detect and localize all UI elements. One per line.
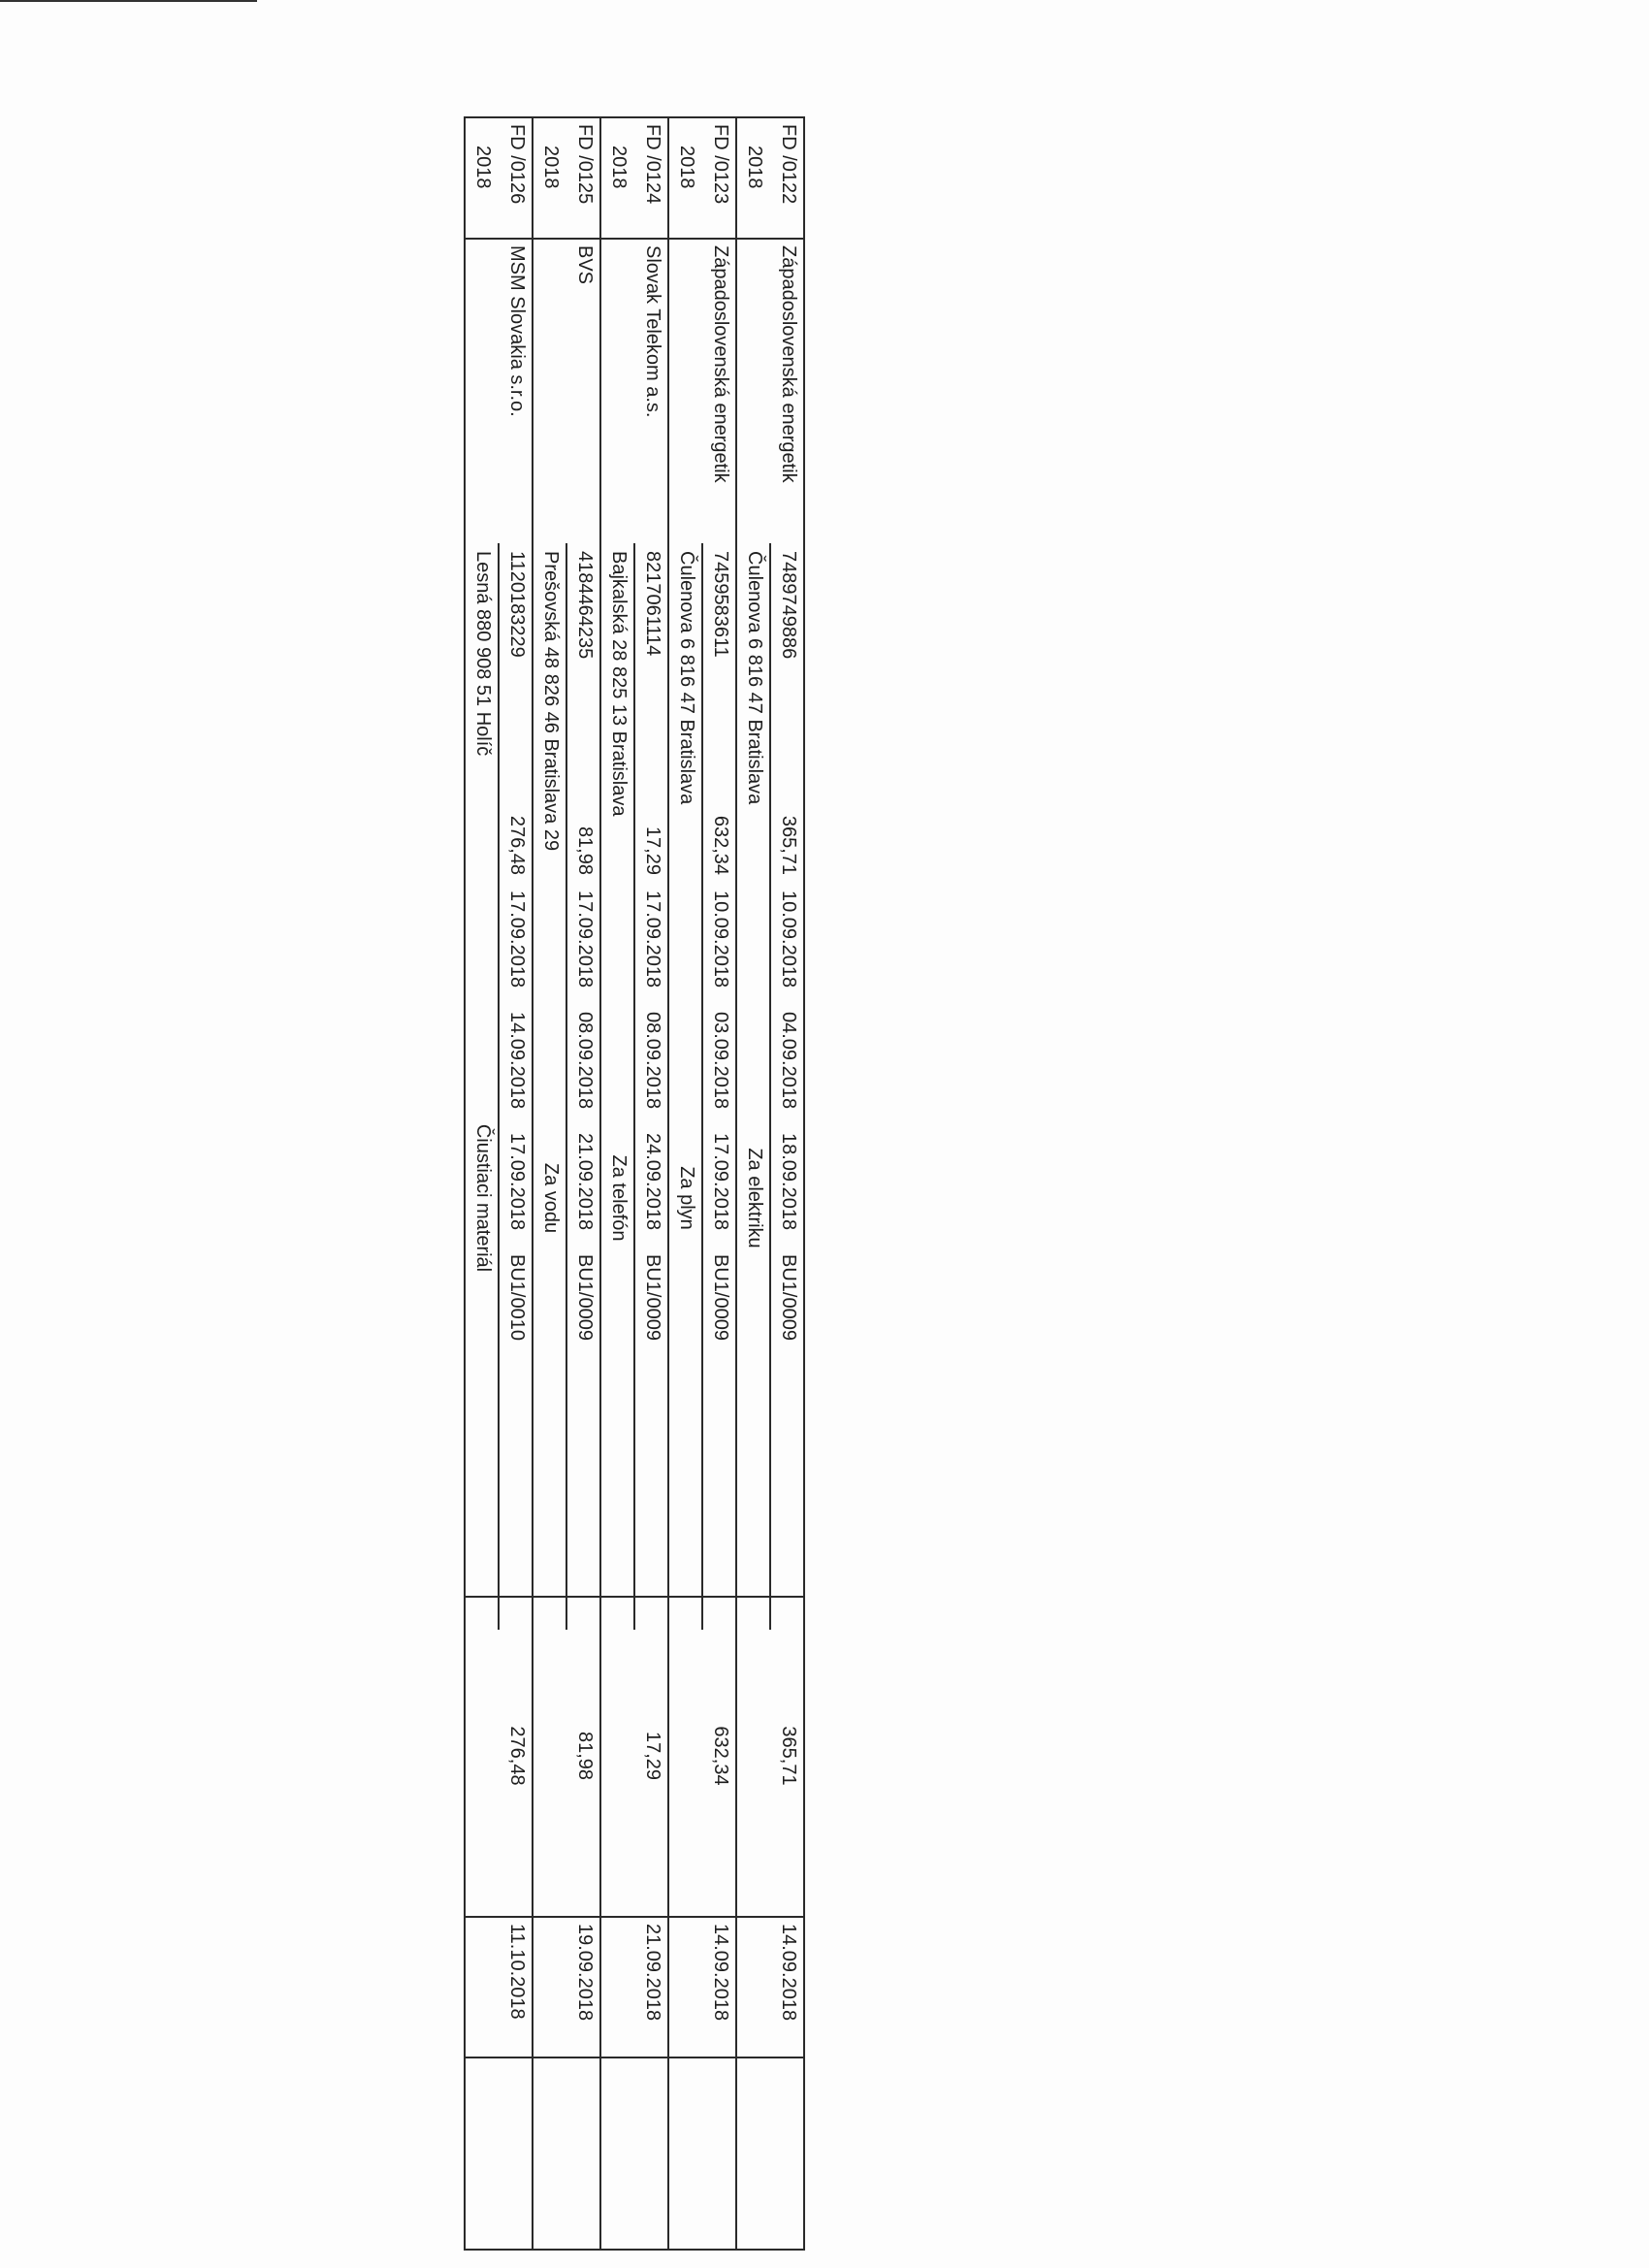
- column-rule: [464, 1596, 805, 1598]
- invoice-year: 2018: [744, 146, 765, 189]
- payment-amount: 81,98: [574, 1731, 596, 1781]
- delivery-date: 04.09.2018: [778, 1012, 799, 1110]
- due-date: 17.09.2018: [506, 1133, 528, 1231]
- invoice-amount: 632,34: [710, 815, 731, 875]
- invoice-year: 2018: [472, 146, 494, 189]
- paid-date: 14.09.2018: [710, 1924, 731, 2022]
- payment-amount: 17,29: [642, 1731, 663, 1781]
- table-border-bottom: [464, 116, 466, 2251]
- supplier-invoice-number: 1120183229: [506, 551, 528, 658]
- supplier-address: Lesná 880 908 51 Holíč: [472, 551, 494, 757]
- supplier-address: Čulenova 6 816 47 Bratislava: [744, 551, 765, 805]
- payment-amount: 632,34: [710, 1726, 731, 1786]
- invoice-amount: 81,98: [574, 826, 596, 875]
- invoice-description: Za elektriku: [744, 1148, 765, 1248]
- invoice-description: Za vodu: [540, 1162, 562, 1234]
- supplier-name: MSM Slovakia s.r.o.: [506, 245, 528, 417]
- column-rule: [464, 238, 805, 240]
- column-rule: [464, 1916, 805, 1918]
- record-main-row: [500, 116, 534, 2251]
- record-divider: [667, 116, 669, 2251]
- paid-date: 21.09.2018: [642, 1924, 663, 2022]
- paid-date: 19.09.2018: [574, 1924, 596, 2022]
- issue-date: 17.09.2018: [506, 891, 528, 988]
- scan-edge-mark: [0, 0, 257, 2]
- record-detail-row: [669, 116, 703, 2251]
- cell-rule: [633, 543, 635, 1630]
- issue-date: 10.09.2018: [778, 891, 799, 988]
- cell-rule: [498, 543, 500, 1630]
- table-border-top: [803, 116, 805, 2251]
- invoice-amount: 365,71: [778, 815, 799, 875]
- ledger-record: [669, 116, 737, 2251]
- supplier-address: Prešovská 48 826 46 Bratislava 29: [540, 551, 562, 852]
- bank-account-ref: BU1/0009: [574, 1254, 596, 1341]
- payment-amount: 276,48: [506, 1726, 528, 1786]
- invoice-description: Za plyn: [676, 1166, 697, 1230]
- record-divider: [735, 116, 737, 2251]
- supplier-name: Slovak Telekom a.s.: [642, 245, 663, 418]
- record-detail-row: [534, 116, 567, 2251]
- record-main-row: [567, 116, 601, 2251]
- invoice-ledger-table: [398, 116, 805, 2251]
- record-divider: [532, 116, 534, 2251]
- column-rule: [464, 116, 805, 118]
- issue-date: 10.09.2018: [710, 891, 731, 988]
- cell-rule: [566, 543, 567, 1630]
- cell-rule: [769, 543, 771, 1630]
- invoice-amount: 17,29: [642, 826, 663, 875]
- delivery-date: 08.09.2018: [574, 1012, 596, 1110]
- record-main-row: [771, 116, 805, 2251]
- record-main-row: [703, 116, 737, 2251]
- ledger-record: [601, 116, 669, 2251]
- invoice-number: FD /0126: [506, 124, 528, 205]
- due-date: 17.09.2018: [710, 1133, 731, 1231]
- supplier-invoice-number: 7459583611: [710, 551, 731, 658]
- record-detail-row: [737, 116, 771, 2251]
- ledger-record: [737, 116, 805, 2251]
- delivery-date: 03.09.2018: [710, 1012, 731, 1110]
- supplier-address: Bajkalská 28 825 13 Bratislava: [608, 551, 630, 817]
- supplier-invoice-number: 8217061114: [642, 551, 663, 657]
- invoice-description: Za telefón: [608, 1154, 630, 1242]
- supplier-name: BVS: [574, 245, 596, 285]
- invoice-year: 2018: [540, 146, 562, 189]
- column-rule: [464, 2057, 805, 2058]
- paid-date: 11.10.2018: [506, 1924, 528, 2020]
- invoice-year: 2018: [608, 146, 630, 189]
- supplier-name: Západoslovenská energetik: [778, 245, 799, 483]
- invoice-number: FD /0124: [642, 124, 663, 205]
- supplier-name: Západoslovenská energetik: [710, 245, 731, 483]
- cell-rule: [701, 543, 703, 1630]
- bank-account-ref: BU1/0009: [710, 1254, 731, 1341]
- invoice-description: Čiustiaci materiál: [472, 1123, 494, 1273]
- record-detail-row: [601, 116, 635, 2251]
- ledger-record: [534, 116, 601, 2251]
- issue-date: 17.09.2018: [642, 891, 663, 988]
- due-date: 24.09.2018: [642, 1133, 663, 1231]
- bank-account-ref: BU1/0009: [642, 1254, 663, 1341]
- invoice-number: FD /0122: [778, 124, 799, 205]
- delivery-date: 14.09.2018: [506, 1012, 528, 1110]
- payment-amount: 365,71: [778, 1726, 799, 1786]
- supplier-address: Čulenova 6 816 47 Bratislava: [676, 551, 697, 805]
- invoice-number: FD /0125: [574, 124, 596, 205]
- supplier-invoice-number: 4184464235: [574, 551, 596, 660]
- invoice-amount: 276,48: [506, 815, 528, 875]
- invoice-number: FD /0123: [710, 124, 731, 205]
- bank-account-ref: BU1/0010: [506, 1254, 528, 1341]
- supplier-invoice-number: 7489749886: [778, 551, 799, 660]
- delivery-date: 08.09.2018: [642, 1012, 663, 1110]
- issue-date: 17.09.2018: [574, 891, 596, 988]
- column-rule: [464, 2249, 805, 2251]
- invoice-year: 2018: [676, 146, 697, 189]
- bank-account-ref: BU1/0009: [778, 1254, 799, 1341]
- record-main-row: [635, 116, 669, 2251]
- ledger-record: [466, 116, 534, 2251]
- due-date: 21.09.2018: [574, 1133, 596, 1231]
- paid-date: 14.09.2018: [778, 1924, 799, 2022]
- due-date: 18.09.2018: [778, 1133, 799, 1231]
- record-detail-row: [466, 116, 500, 2251]
- record-divider: [599, 116, 601, 2251]
